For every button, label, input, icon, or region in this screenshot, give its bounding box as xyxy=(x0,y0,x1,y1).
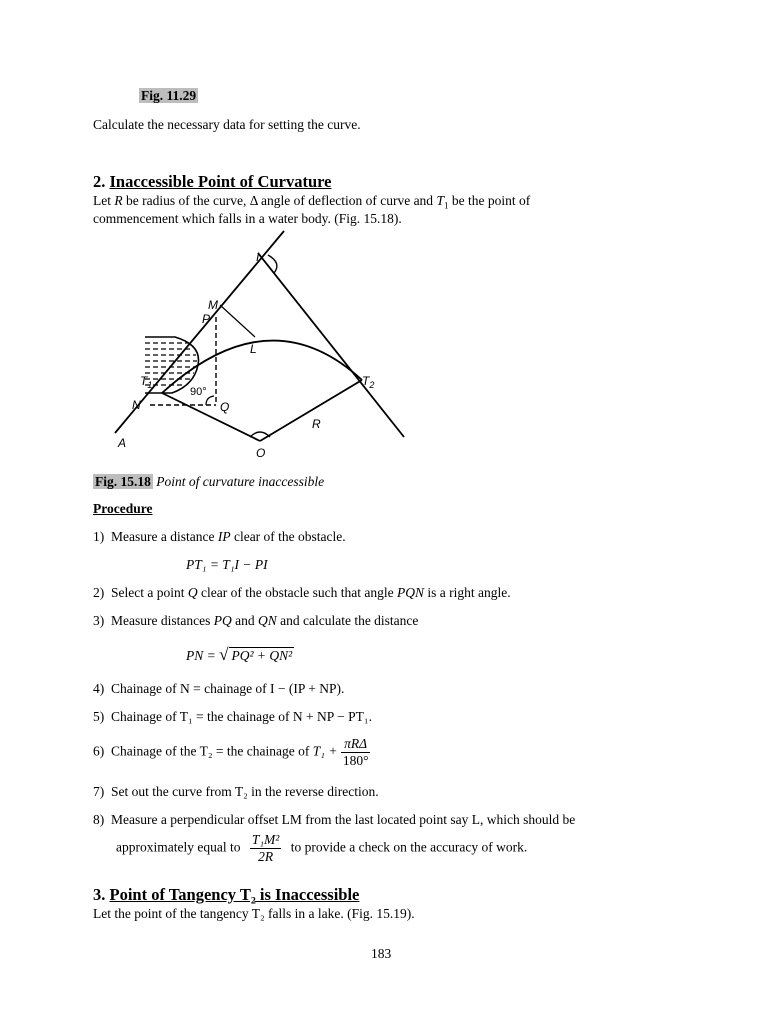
step-3: 3) Measure distances PQ and QN and calculate the distance xyxy=(93,613,419,628)
section-2-title: Inaccessible Point of Curvature xyxy=(109,172,332,191)
label-n: N xyxy=(132,398,141,412)
label-m: M xyxy=(208,298,218,312)
step-8-line1: 8) Measure a perpendicular offset LM from the last located point say L, which should be xyxy=(93,812,576,827)
label-p: P xyxy=(202,312,211,326)
radius-t2-o xyxy=(260,380,362,441)
fraction-t1m-squared: $\frac{\text{T₁M²}}{2R}$ xyxy=(251,832,280,864)
step-7: 7) Set out the curve from T₂ in the reverse direction. xyxy=(93,784,379,799)
right-angle-mark xyxy=(206,396,214,405)
step-1: 1) Measure a distance IP clear of the obstacle. xyxy=(93,529,346,544)
step-6: 6) Chainage of the T₂ = the chainage of T₁ + $\frac{\text{πRΔ}}{180^\circ}$ xyxy=(93,736,369,768)
step-2: 2) Select a point Q clear of the obstacle such that angle PQN is a right angle. xyxy=(93,585,511,600)
label-a: A xyxy=(118,436,127,450)
section-3-heading: 3. Point of Tangency T₂ is Inaccessible xyxy=(93,885,360,904)
page-number: 183 xyxy=(371,946,392,961)
forward-tangent-line xyxy=(258,253,404,437)
label-t1: $T_1$ xyxy=(140,374,153,390)
figure-caption: Fig. 15.18 Point of curvature inaccessible xyxy=(95,474,325,489)
label-o: O xyxy=(256,446,266,460)
figure-label-11-29: Fig. 11.29 xyxy=(141,88,197,103)
section-3-intro: Let the point of the tangency T₂ falls in a lake. (Fig. 15.19). xyxy=(93,906,415,921)
section-2-heading: 2. Inaccessible Point of Curvature xyxy=(93,172,332,191)
step-4: 4) Chainage of N = chainage of I − (IP + NP). xyxy=(93,681,345,696)
fraction-pi-r-delta: $\frac{\text{πRΔ}}{180^\circ}$ xyxy=(342,736,369,768)
equation-pt1: PT₁ = T₁I − PI xyxy=(186,557,268,572)
section-2-intro-line1: Let R be radius of the curve, Δ angle of deflection of curve and $T_1$ be the point of xyxy=(93,193,531,211)
label-r: R xyxy=(312,417,321,431)
procedure-heading: Procedure xyxy=(93,501,153,516)
label-l: L xyxy=(250,342,257,356)
step-5: 5) Chainage of T₁ = the chainage of N + NP − PT₁. xyxy=(93,709,372,724)
equation-pn: PN = √ PQ² + QN² xyxy=(186,645,293,664)
offset-lm xyxy=(220,305,255,337)
section-3-title: Point of Tangency T₂ is Inaccessible xyxy=(109,885,360,904)
step-8-line2: approximately equal to $\frac{\text{T₁M²}}{2R}$ to provide a check on the accuracy of work. xyxy=(116,832,528,864)
section-2-intro-line2: commencement which falls in a water body. (Fig. 15.18). xyxy=(93,211,402,226)
label-i: I xyxy=(256,250,260,264)
label-90-degree: 90° xyxy=(190,386,207,398)
label-q: Q xyxy=(220,400,230,414)
calc-text: Calculate the necessary data for setting the curve. xyxy=(93,117,361,132)
label-t2: $T_2$ xyxy=(362,374,375,390)
radius-t1-o xyxy=(162,393,260,441)
curve-diagram xyxy=(110,225,420,465)
